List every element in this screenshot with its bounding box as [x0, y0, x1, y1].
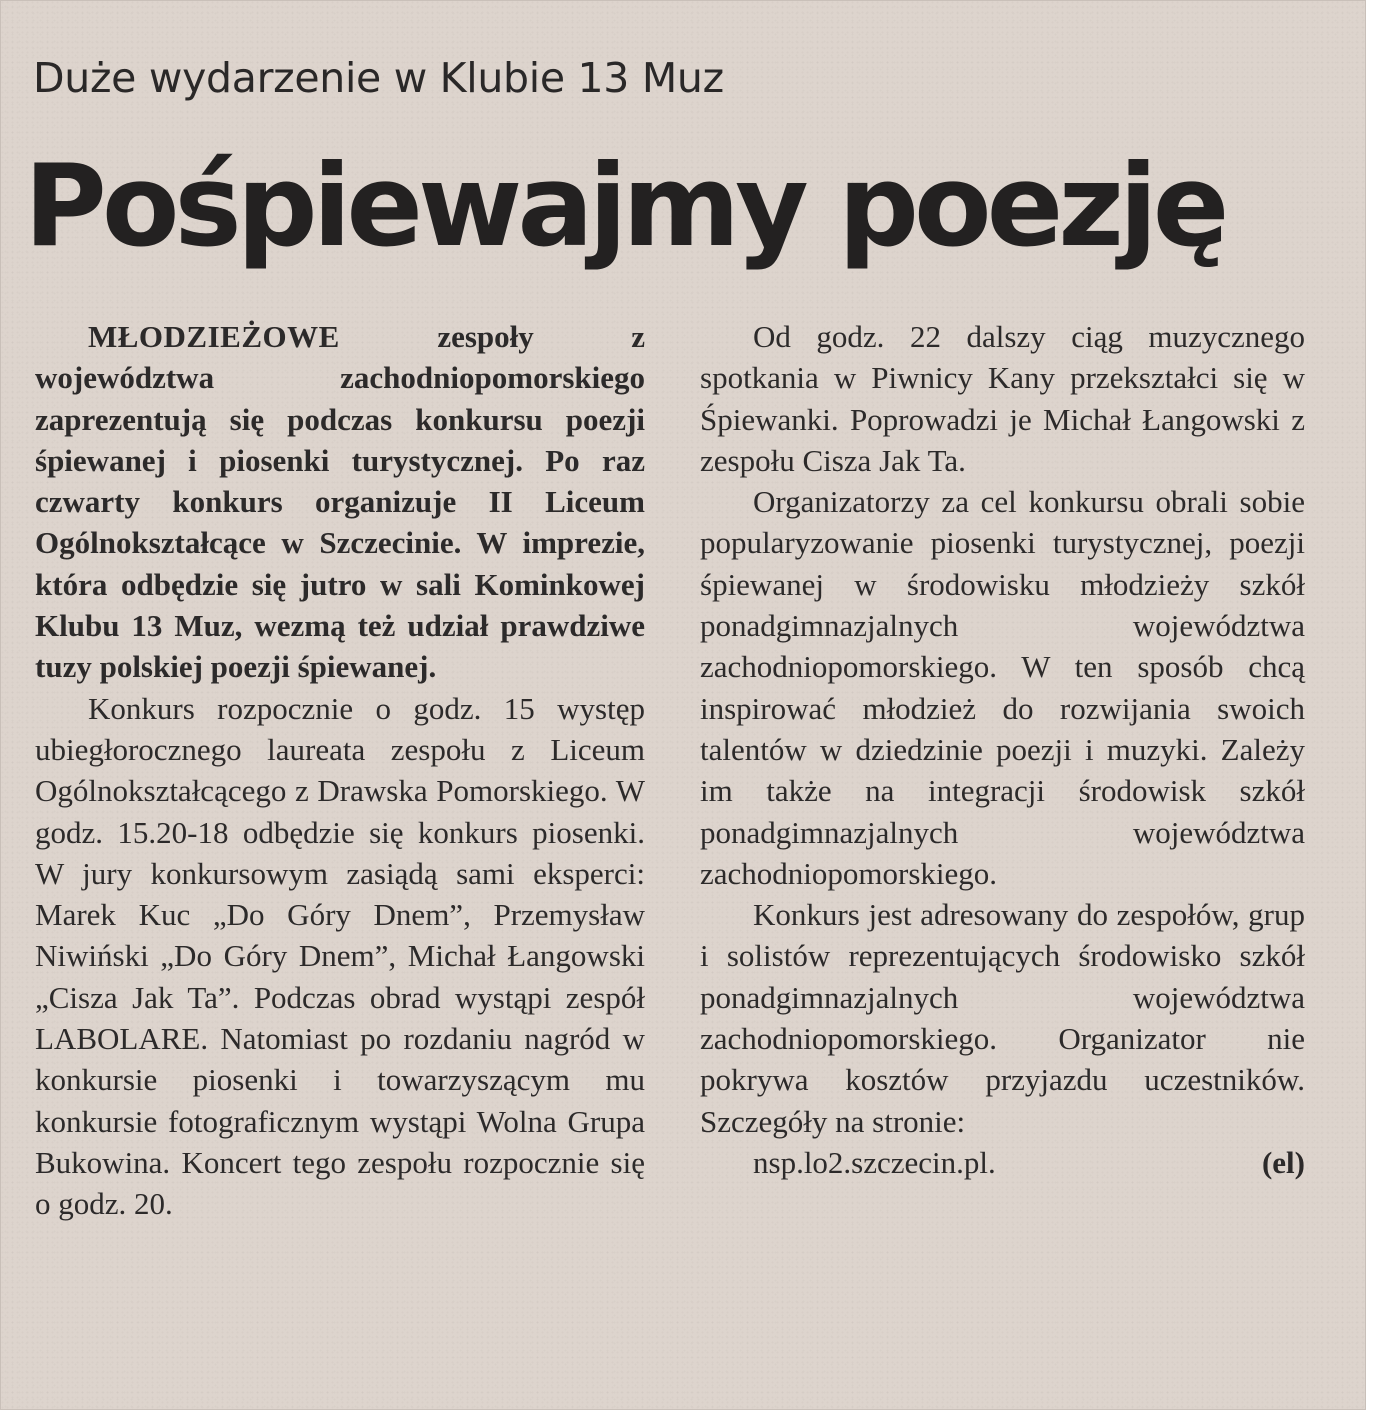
closing-line [700, 1142, 1305, 1183]
right-column [700, 316, 1305, 1183]
left-column [35, 316, 645, 1225]
lead-text: zespoły z województwa zachodniopomorskiego zaprezentują się podczas konkursu poezji śpiewanej i piosenki turystycznej. Po raz czwarty konkurs organizuje II Liceum Ogólnokształcące w Szczecinie. W imprezie, która odbędzie się jutro w sali Kominkowej Klubu 13 Muz, wezmą też udział prawdziwe tuzy polskiej poezji śpiewanej. [35, 319, 645, 685]
body-paragraph: Konkurs rozpocznie o godz. 15 występ ubiegłorocznego laureata zespołu z Liceum Ogólnokształcącego z Drawska Pomorskiego. W godz. 15.20-18 odbędzie się konkurs piosenki. W jury konkursowym zasiądą sami eksperci: Marek Kuc „Do Góry Dnem”, Przemysław Niwiński „Do Góry Dnem”, Michał Łangowski „Cisza Jak Ta”. Podczas obrad wystąpi zespół LABOLARE. Natomiast po rozdaniu nagród w konkursie piosenki i towarzyszącym mu konkursie fotograficznym wystąpi Wolna Grupa Bukowina. Koncert tego zespołu rozpocznie się o godz. 20. [35, 690, 645, 1222]
lead-caps: MŁODZIEŻOWE [88, 319, 340, 354]
lead-paragraph [35, 316, 645, 688]
author-signature: (el) [1261, 1144, 1305, 1180]
website-link-text: nsp.lo2.szczecin.pl. [753, 1144, 996, 1180]
body-paragraph: Organizatorzy za cel konkursu obrali sobie popularyzowanie piosenki turystycznej, poezji śpiewanej w środowisku młodzieży szkół ponadgimnazjalnych województwa zachodniopomorskiego. W ten sposób chcą inspirować młodzież do rozwijania swoich talentów w dziedzinie poezji i muzyki. Zależy im także na integracji środowisk szkół ponadgimnazjalnych województwa zachodniopomorskiego. [700, 484, 1305, 891]
article-headline: Pośpiewajmy poezję [24, 140, 1225, 272]
body-paragraph: Konkurs jest adresowany do zespołów, grup i solistów reprezentujących środowisko szkół ponadgimnazjalnych województwa zachodniopomorskiego. Organizator nie pokrywa kosztów przyjazdu uczestników. Szczegóły na stronie: [700, 897, 1305, 1139]
article-kicker: Duże wydarzenie w Klubie 13 Muz [33, 54, 724, 102]
scan-margin [1366, 0, 1375, 1416]
body-paragraph: Od godz. 22 dalszy ciąg muzycznego spotkania w Piwnicy Kany przekształci się w Śpiewanki. Poprowadzi je Michał Łangowski z zespołu Cisza Jak Ta. [700, 319, 1305, 478]
